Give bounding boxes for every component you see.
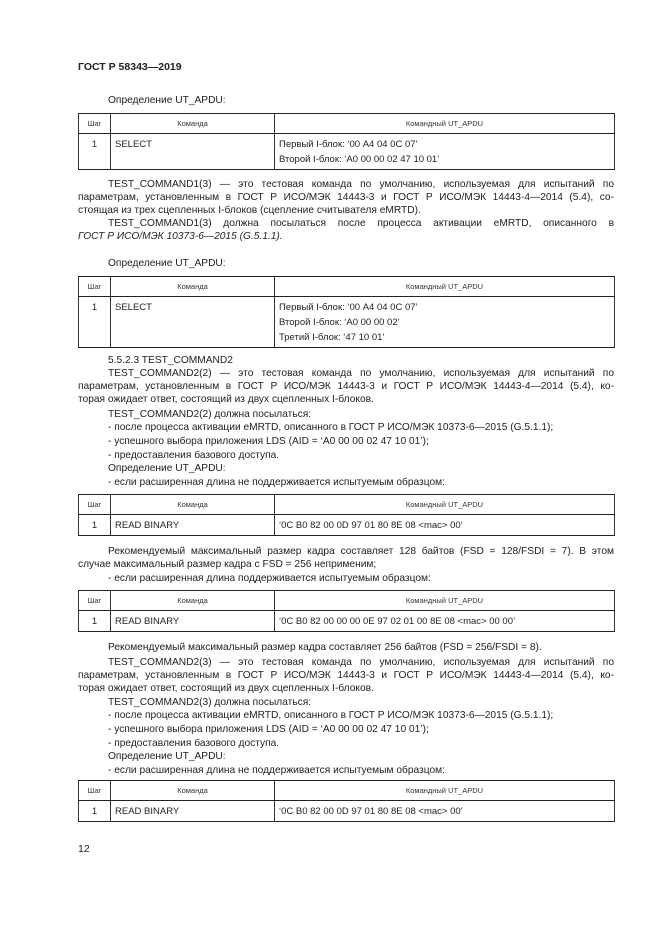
- column-header-step: Шаг: [79, 277, 111, 297]
- paragraph-line: стоящая из трех сцепленных I-блоков (сцепление считывателя eMRTD).: [78, 205, 421, 216]
- table-row: [79, 297, 615, 348]
- list-item: - успешного выбора приложения LDS (AID = ‘A0 00 00 02 47 10 01’);: [108, 436, 429, 447]
- column-header-command: Команда: [111, 277, 275, 297]
- apdu-line: Второй I-блок: ‘A0 00 00 02 47 10 01’: [279, 154, 440, 165]
- column-header-apdu: Командный UT_APDU: [275, 114, 615, 134]
- apdu-line: Второй I-блок: ‘A0 00 00 02’: [279, 317, 400, 328]
- condition-item: - если расширенная длина не поддерживается испытуемым образцом:: [108, 477, 445, 488]
- command-cell: READ BINARY: [111, 515, 275, 536]
- column-header-apdu: Командный UT_APDU: [275, 781, 615, 801]
- column-header-apdu: Командный UT_APDU: [275, 277, 615, 297]
- column-header-apdu: Командный UT_APDU: [275, 495, 615, 515]
- list-item: - после процесса активации eMRTD, описанного в ГОСТ Р ИСО/МЭК 10373-6—2015 (G.5.1.1);: [108, 710, 554, 721]
- list-item: - предоставления базового доступа.: [108, 738, 280, 749]
- command-cell: READ BINARY: [111, 801, 275, 822]
- condition-item: - если расширенная длина поддерживается испытуемым образцом:: [108, 573, 431, 584]
- apdu-cell: [275, 297, 615, 348]
- apdu-table-3: [78, 494, 615, 536]
- definition-label: Определение UT_APDU:: [108, 463, 226, 474]
- paragraph-line: ГОСТ Р ИСО/МЭК 10373-6—2015 (G.5.1.1).: [78, 231, 283, 242]
- step-cell: 1: [79, 801, 111, 822]
- paragraph-line: параметрам, установленным в ГОСТ Р ИСО/МЭК 14443-3 и ГОСТ Р ИСО/МЭК 14443-4—2014 (5.4), ко-: [78, 670, 614, 681]
- apdu-cell: ‘0C B0 82 00 0D 97 01 80 8E 08 <mac> 00’: [275, 515, 615, 536]
- column-header-step: Шаг: [79, 114, 111, 134]
- apdu-line: Первый I-блок: ‘00 A4 04 0C 07’: [279, 302, 418, 313]
- column-header-command: Команда: [111, 114, 275, 134]
- command-cell: SELECT: [111, 134, 275, 170]
- apdu-table-2: [78, 276, 615, 348]
- apdu-cell: ‘0C B0 82 00 00 00 0E 97 02 01 00 8E 08 <mac> 00 00’: [275, 611, 615, 632]
- paragraph-line: параметрам, установленным в ГОСТ Р ИСО/МЭК 14443-3 и ГОСТ Р ИСО/МЭК 14443-4—2014 (5.4), со-: [78, 192, 614, 203]
- paragraph-line: случае максимальный размер кадра с FSD = 256 неприменим;: [78, 559, 377, 570]
- paragraph-line: TEST_COMMAND2(3) должна посылаться:: [108, 697, 312, 708]
- table-row: [79, 515, 615, 536]
- column-header-step: Шаг: [79, 591, 111, 611]
- document-header: ГОСТ Р 58343—2019: [78, 61, 182, 73]
- paragraph-line: TEST_COMMAND1(3) должна посылаться после процесса активации eMRTD, описанного в: [108, 218, 614, 229]
- column-header-command: Команда: [111, 495, 275, 515]
- paragraph-line: торая ожидает ответ, состоящий из двух сцепленных I-блоков.: [78, 683, 374, 694]
- list-item: - успешного выбора приложения LDS (AID = ‘A0 00 00 02 47 10 01’);: [108, 724, 429, 735]
- command-cell: SELECT: [111, 297, 275, 348]
- column-header-step: Шаг: [79, 781, 111, 801]
- column-header-apdu: Командный UT_APDU: [275, 591, 615, 611]
- column-header-command: Команда: [111, 781, 275, 801]
- apdu-line: Третий I-блок: ‘47 10 01’: [279, 332, 385, 343]
- paragraph-line: Рекомендуемый максимальный размер кадра составляет 256 байтов (FSD = 256/FSDI = 8).: [108, 642, 542, 653]
- paragraph-line: TEST_COMMAND1(3) — это тестовая команда по умолчанию, используемая для испытаний по: [108, 179, 614, 190]
- table-row: [79, 611, 615, 632]
- paragraph-line: TEST_COMMAND2(2) — это тестовая команда по умолчанию, используемая для испытаний по: [108, 368, 614, 379]
- paragraph-line: TEST_COMMAND2(2) должна посылаться:: [108, 409, 312, 420]
- paragraph-line: TEST_COMMAND2(3) — это тестовая команда по умолчанию, используемая для испытаний по: [108, 657, 614, 668]
- paragraph-line: Рекомендуемый максимальный размер кадра составляет 128 байтов (FSD = 128/FSDI = 7). В этом: [108, 546, 614, 557]
- definition-label: Определение UT_APDU:: [108, 95, 226, 106]
- step-cell: 1: [79, 611, 111, 632]
- page-number: 12: [78, 843, 90, 855]
- table-row: [79, 134, 615, 170]
- condition-item: - если расширенная длина не поддерживается испытуемым образцом:: [108, 765, 445, 776]
- apdu-table-4: [78, 590, 615, 632]
- step-cell: 1: [79, 515, 111, 536]
- command-cell: READ BINARY: [111, 611, 275, 632]
- step-cell: 1: [79, 134, 111, 170]
- section-title: 5.5.2.3 TEST_COMMAND2: [108, 355, 233, 366]
- list-item: - после процесса активации eMRTD, описанного в ГОСТ Р ИСО/МЭК 10373-6—2015 (G.5.1.1);: [108, 422, 554, 433]
- definition-label: Определение UT_APDU:: [108, 751, 226, 762]
- table-row: [79, 801, 615, 822]
- apdu-cell: ‘0C B0 82 00 0D 97 01 80 8E 08 <mac> 00’: [275, 801, 615, 822]
- apdu-cell: [275, 134, 615, 170]
- step-cell: 1: [79, 297, 111, 348]
- paragraph-line: параметрам, установленным в ГОСТ Р ИСО/МЭК 14443-3 и ГОСТ Р ИСО/МЭК 14443-4—2014 (5.4), ко-: [78, 381, 614, 392]
- paragraph-line: торая ожидает ответ, состоящий из двух сцепленных I-блоков.: [78, 394, 374, 405]
- list-item: - предоставления базового доступа.: [108, 450, 280, 461]
- apdu-line: Первый I-блок: ‘00 A4 04 0C 07’: [279, 139, 418, 150]
- apdu-table-1: [78, 113, 615, 170]
- definition-label: Определение UT_APDU:: [108, 258, 226, 269]
- apdu-table-5: [78, 780, 615, 822]
- column-header-command: Команда: [111, 591, 275, 611]
- column-header-step: Шаг: [79, 495, 111, 515]
